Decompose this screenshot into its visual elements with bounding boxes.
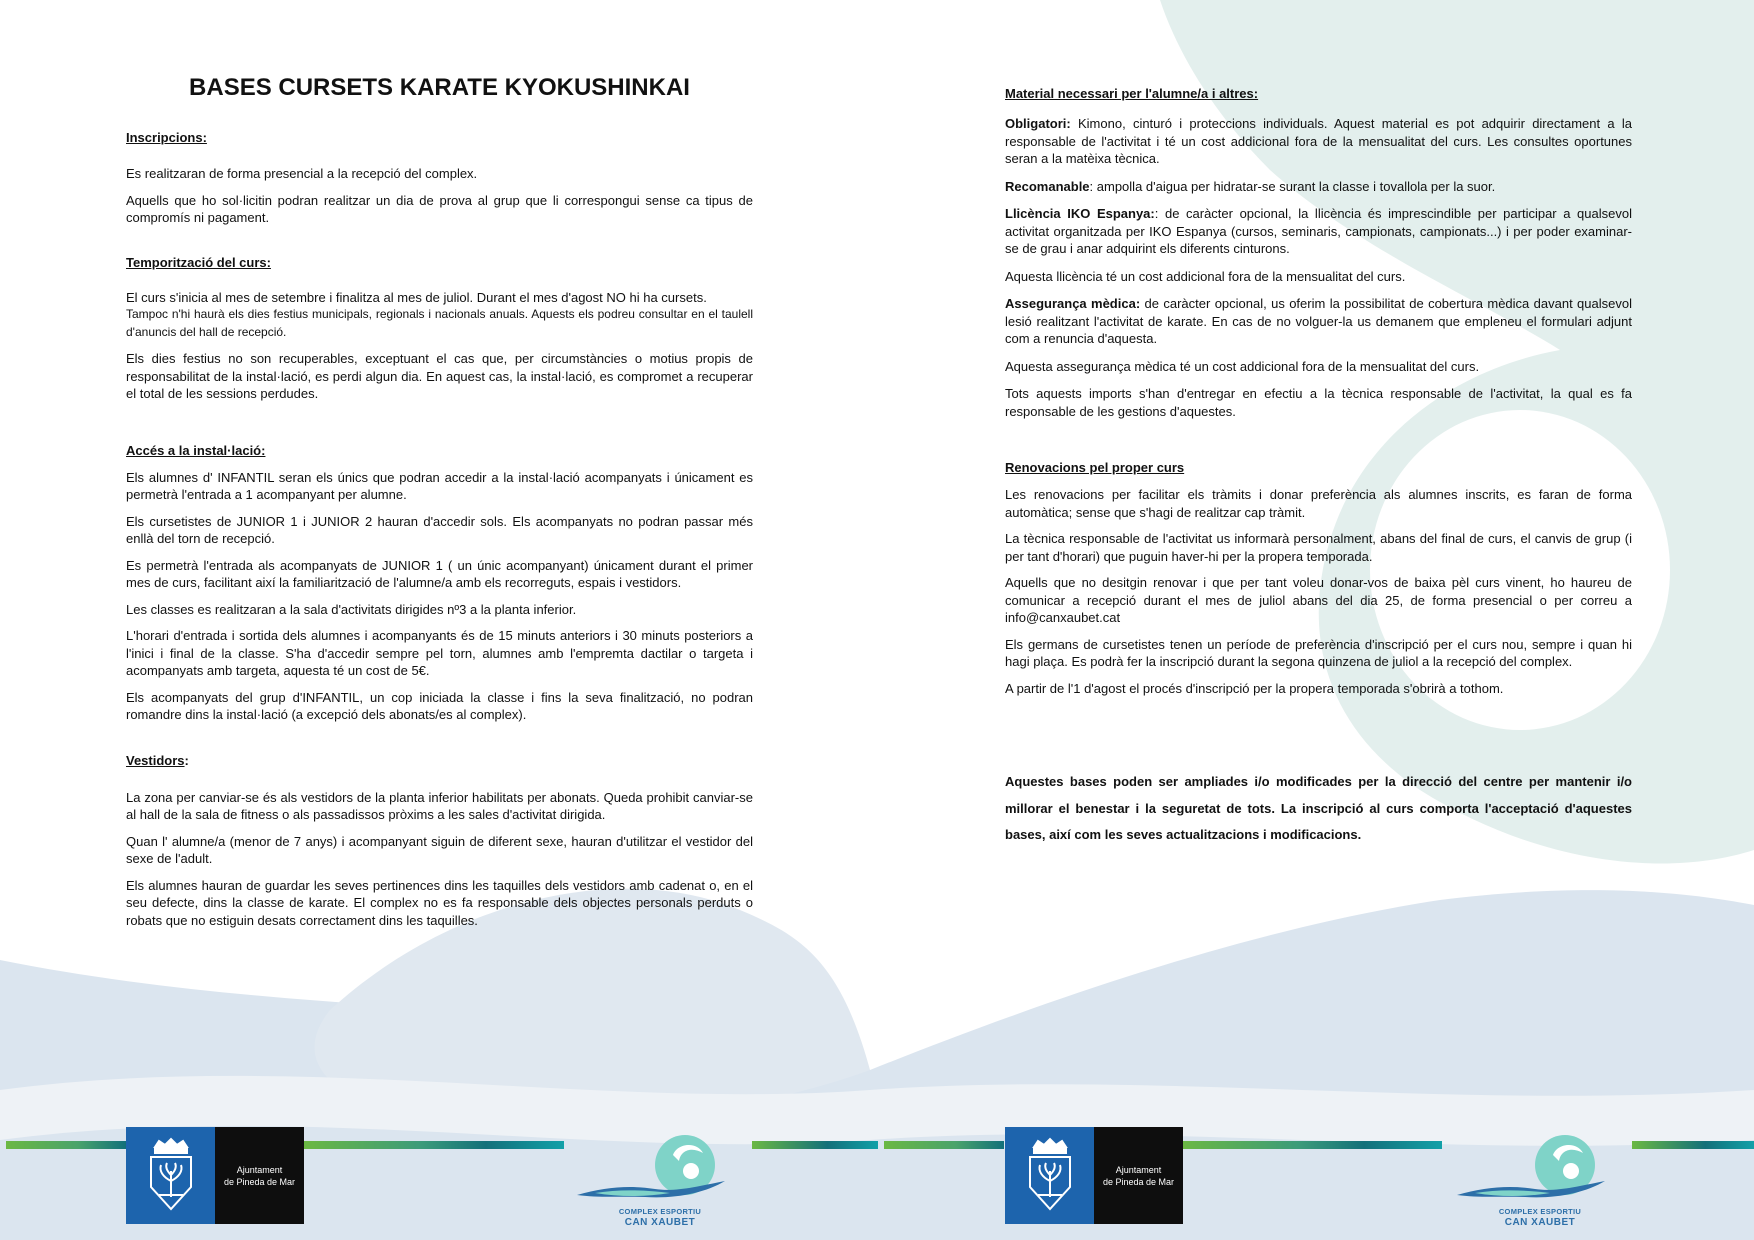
section-heading-acces: Accés a la instal·lació: <box>126 442 266 458</box>
paragraph: Tots aquests imports s'han d'entregar en efectiu a la tècnica responsable de l'activitat, la qual es fa responsable de les gestions d'aquestes. <box>1005 386 1632 419</box>
text-obligatori: Kimono, cinturó i proteccions individuals. Aquest material es pot adquirir directament a la responsable de l'activitat i té un cost addicional fora de la mensualitat del curs. Les consultes oportunes seran a la matèixa tècnica. <box>1005 116 1632 166</box>
final-note: Aquestes bases poden ser ampliades i/o modificades per la direcció del centre per mantenir i/o millorar el benestar i la seguretat de tots. La inscripció al curs comporta l'acceptació d'aquestes bases, així com les seves actualitzacions i modificacions. <box>1005 774 1632 842</box>
paragraph: Els germans de cursetistes tenen un període de preferència d'inscripció per el curs nou, sempre i quan hi hagi plaça. Es podrà fer la inscripció durant la segona quinzena de juliol a la recepció del complex. <box>1005 636 1632 669</box>
paragraph-recomanable <box>1005 178 1632 196</box>
paragraph: La zona per canviar-se és als vestidors de la planta inferior habilitats per abonats. Queda prohibit canviar-se al hall de la sala de fitness o als passadissos pròxims a les sales d'activitat dirigida. <box>126 789 753 822</box>
paragraph: Els alumnes hauran de guardar les seves pertinences dins les taquilles dels vestidors amb cadenat o, en el seu defecte, dins la classe de karate. El complex no es fa responsable dels objectes personals perduts o robats que no estiguin desats correctament dins les taquilles. <box>126 877 753 928</box>
paragraph: Es realitzaran de forma presencial a la recepció del complex. <box>126 166 478 181</box>
paragraph: Aquesta assegurança mèdica té un cost addicional fora de la mensualitat del curs. <box>1005 358 1480 374</box>
ajuntament-line2: de Pineda de Mar <box>223 1176 296 1187</box>
swimmer-wave-icon <box>1455 1135 1625 1205</box>
section-heading-vestidors: Vestidors <box>126 752 185 768</box>
footer-stripe <box>752 1141 878 1149</box>
coat-of-arms-icon <box>126 1127 215 1224</box>
paragraph: Tampoc n'hi haurà els dies festius municipals, regionals i nacionals anuals. Aquests els podreu consultar en el taulell d'anuncis del hall de recepció. <box>126 307 753 339</box>
ajuntament-logo <box>126 1127 304 1224</box>
label-llicencia: Llicència IKO Espanya: <box>1005 206 1155 221</box>
text-recomanable: : ampolla d'aigua per hidratar-se surant la classe i tovallola per la suor. <box>1089 178 1496 194</box>
complex-line1: COMPLEX ESPORTIU <box>618 1207 702 1216</box>
paragraph: Es permetrà l'entrada als acompanyats de JUNIOR 1 ( un únic acompanyant) únicament durant el primer mes de curs, facilitant així la familiarització de l'alumne/a amb els recorreguts, espais i vestidors. <box>126 557 753 590</box>
coat-of-arms-icon <box>1005 1127 1094 1224</box>
ajuntament-logo <box>1005 1127 1183 1224</box>
paragraph: Els dies festius no son recuperables, exceptuant el cas que, per circumstàncies o motius propis de responsabilitat de la instal·lació, es perdi algun dia. En aquest cas, la instal·lació, es compromet a recuperar el total de les sessions perdudes. <box>126 351 753 401</box>
can-xaubet-logo <box>575 1135 745 1235</box>
complex-line1: COMPLEX ESPORTIU <box>1498 1207 1582 1216</box>
paragraph: Les classes es realitzaran a la sala d'activitats dirigides nº3 a la planta inferior. <box>126 601 577 617</box>
section-heading-temporitzacio: Temporització del curs: <box>126 254 271 270</box>
text-asseguranca: de caràcter opcional, us oferim la possibilitat de cobertura mèdica davant qualsevol lesió realitzant l'activitat de karate. En cas de no volguer-la us demanem que empleneu el formulari adjunt com a renuncia d'aquesta. <box>1005 296 1632 346</box>
paragraph-asseguranca <box>1005 295 1632 348</box>
swimmer-wave-icon <box>575 1135 745 1205</box>
paragraph: Els acompanyats del grup d'INFANTIL, un cop iniciada la classe i fins la seva finalització, no podran romandre dins la instal·lació (a excepció dels abonats/es al complex). <box>126 689 753 722</box>
paragraph: Quan l' alumne/a (menor de 7 anys) i acompanyant siguin de diferent sexe, hauran d'utilitzar el vestidor del sexe de l'adult. <box>126 833 753 866</box>
paragraph: Aquells que no desitgin renovar i que per tant voleu donar-vos de baixa pèl curs vinent, ho haureu de comunicar a recepció durant el mes de juliol abans del dia 25, de forma presencial o per correu a info@canxaubet.cat <box>1005 575 1632 625</box>
document-title: BASES CURSETS KARATE KYOKUSHINKAI <box>189 74 690 101</box>
paragraph-llicencia <box>1005 205 1632 258</box>
ajuntament-line2: de Pineda de Mar <box>1102 1176 1175 1187</box>
paragraph: El curs s'inicia al mes de setembre i finalitza al mes de juliol. Durant el mes d'agost NO hi ha cursets. <box>126 289 707 305</box>
paragraph: La tècnica responsable de l'activitat us informarà personalment, abans del final de curs, el canvis de grup (i per tant d'horari) que puguin haver-hi per la propera temporada. <box>1005 531 1632 564</box>
section-heading-material: Material necessari per l'alumne/a i altres: <box>1005 86 1259 101</box>
ajuntament-line1: Ajuntament <box>1115 1164 1162 1175</box>
section-heading-inscripcions: Inscripcions: <box>126 130 207 145</box>
label-asseguranca: Assegurança mèdica: <box>1005 296 1141 311</box>
right-page-column <box>1005 86 1632 849</box>
ajuntament-text <box>215 1127 304 1224</box>
paragraph: Les renovacions per facilitar els tràmits i donar preferència als alumnes inscrits, es faran de forma automàtica; sense que s'hagi de realitzar cap tràmit. <box>1005 487 1632 520</box>
footer-stripe <box>304 1141 564 1149</box>
section-heading-vestidors-row <box>126 752 753 770</box>
paragraph: Els alumnes d' INFANTIL seran els únics que podran accedir a la instal·lació acompanyats i únicament es permetrà l'entrada a 1 acompanyant per alumne. <box>126 469 753 502</box>
left-page-column <box>126 70 753 929</box>
paragraph-obligatori <box>1005 115 1632 168</box>
paragraph: A partir de l'1 d'agost el procés d'inscripció per la propera temporada s'obrirà a tothom. <box>1005 680 1504 696</box>
footer-stripe <box>1632 1141 1754 1149</box>
complex-line2: CAN XAUBET <box>624 1217 696 1228</box>
paragraph: Els cursetistes de JUNIOR 1 i JUNIOR 2 hauran d'accedir sols. Els acompanyats no podran passar més enllà del torn de recepció. <box>126 513 753 546</box>
label-recomanable: Recomanable <box>1005 178 1090 194</box>
paragraph: L'horari d'entrada i sortida dels alumnes i acompanyants és de 15 minuts anteriors i 30 minuts posteriors a l'inici i final de la classe. S'ha d'accedir sempre pel torn, alumnes amb l'empremta dactilar o targeta i acompanyats amb targeta, aquesta té un cost de 5€. <box>126 628 753 678</box>
ajuntament-text <box>1094 1127 1183 1224</box>
footer-stripe <box>884 1141 1004 1149</box>
section-heading-renovacions: Renovacions pel proper curs <box>1005 460 1185 475</box>
complex-line2: CAN XAUBET <box>1504 1217 1576 1228</box>
paragraph: Aquells que ho sol·licitin podran realitzar un dia de prova al grup que li correspongui sense ca tipus de compromís ni pagament. <box>126 192 753 225</box>
ajuntament-line1: Ajuntament <box>236 1164 283 1175</box>
heading-colon: : <box>184 752 189 768</box>
footer-stripe <box>1182 1141 1442 1149</box>
footer-stripe <box>6 1141 126 1149</box>
label-obligatori: Obligatori: <box>1005 116 1071 131</box>
paragraph: Aquesta llicència té un cost addicional fora de la mensualitat del curs. <box>1005 268 1406 284</box>
can-xaubet-logo <box>1455 1135 1625 1235</box>
text-llicencia: : de caràcter opcional, la llicència és imprescindible per participar a qualsevol activitat organitzada per IKO Espanya (cursos, seminaris, campionats, campionats...) i per poder examinar-se de grau i anar adquirint els diferents cinturons. <box>1005 206 1632 256</box>
